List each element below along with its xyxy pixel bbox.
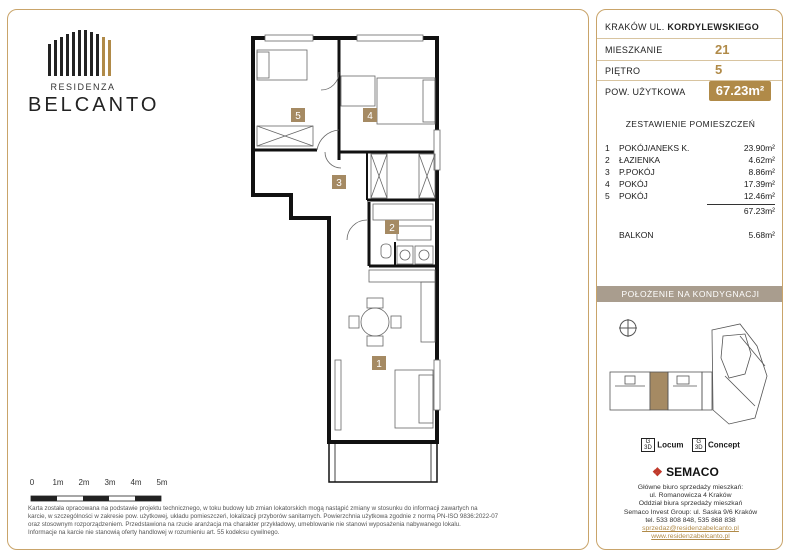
contact-info: Główne biuro sprzedaży mieszkań: ul. Romanowicza 4 Kraków Oddział biura sprzedaży mieszkań Semaco Invest Group: ul. Saska 9/6 Kraków tel. 533 808 848, 535 868 838 sprzedaz@residenzabelcanto.pl www.residenzabelcanto.pl — [623, 484, 758, 541]
floor-locator-map — [605, 306, 777, 428]
compass-icon — [619, 319, 637, 337]
rooms-total: 67.23m² — [743, 206, 775, 216]
info-panel — [596, 9, 783, 550]
apartment-number: 21 — [715, 42, 730, 57]
scale-bar — [28, 478, 188, 508]
address: KRAKÓW UL. KORDYLEWSKIEGO — [605, 22, 760, 32]
g3d-logo-icon-2: G 3D — [692, 438, 706, 452]
balcony-row: BALKON 5.68m² — [619, 230, 775, 240]
room-row: 1 POKÓJ/ANEKS K. 23.90m² — [605, 143, 775, 153]
room-row: 4 POKÓJ 17.39m² — [605, 179, 775, 189]
brand-line2: BELCANTO — [28, 94, 160, 116]
scale-label: 2m — [78, 478, 90, 487]
website-link[interactable]: www.residenzabelcanto.pl — [651, 533, 730, 541]
scale-label: 0 — [29, 478, 35, 487]
semaco-logo: ❖ SEMACO — [652, 465, 719, 479]
area-label: POW. UŻYTKOWA — [605, 87, 686, 97]
room-label-1: 1 — [376, 359, 382, 370]
scale-label: 4m — [130, 478, 142, 487]
street-name: KORDYLEWSKIEGO — [667, 22, 760, 32]
email-link[interactable]: sprzedaz@residenzabelcanto.pl — [642, 525, 739, 533]
scale-label: 5m — [156, 478, 168, 487]
room-label-3: 3 — [336, 178, 342, 189]
room-label-2: 2 — [389, 223, 395, 234]
brand-line1: RESIDENZA — [50, 82, 116, 92]
room-label-5: 5 — [295, 111, 301, 122]
room-row: 3 P.POKÓJ 8.86m² — [605, 167, 775, 177]
partner-logos: G 3D Locum G 3D Concept — [641, 438, 740, 452]
area-badge: 67.23m² — [709, 81, 771, 101]
room-row: 2 ŁAZIENKA 4.62m² — [605, 155, 775, 165]
floor-number: 5 — [715, 62, 723, 77]
location-banner: POŁOŻENIE NA KONDYGNACJI — [597, 286, 783, 302]
apartment-label: MIESZKANIE — [605, 45, 663, 55]
rooms-title: ZESTAWIENIE POMIESZCZEŃ — [625, 119, 756, 129]
disclaimer: Karta została opracowana na podstawie projektu technicznego, w toku budowy lub zmian lokatorskich mogą nastąpić zmiany w stosunku do informacji zawartych na karcie, w szczególności w zakresie pow. użytkowej, układu pomieszczeń, lokalizacji przyborów sanitarnych. Powierzchnia użytkowa zgodnie z normą PN-ISO 9836:2022-07 oraz stosownym rozporządzeniem. Przedstawiona na rzucie aranżacja ma charakter przykładowy, umeblowanie nie stanowi wyposażenia nabywanego lokalu. Informacje na karcie nie stanowią oferty handlowej w rozumieniu art. 55 kodeksu cywilnego. — [28, 505, 499, 536]
building-logo-icon — [48, 28, 118, 76]
semaco-mark-icon: ❖ — [652, 465, 663, 479]
brand-logo — [28, 28, 160, 117]
floor-plan — [245, 30, 445, 490]
scale-label: 1m — [52, 478, 64, 487]
room-row: 5 POKÓJ 12.46m² — [605, 191, 775, 201]
room-label-4: 4 — [367, 111, 373, 122]
floor-label: PIĘTRO — [605, 66, 641, 76]
g3d-logo-icon: G 3D — [641, 438, 655, 452]
scale-label: 3m — [104, 478, 116, 487]
